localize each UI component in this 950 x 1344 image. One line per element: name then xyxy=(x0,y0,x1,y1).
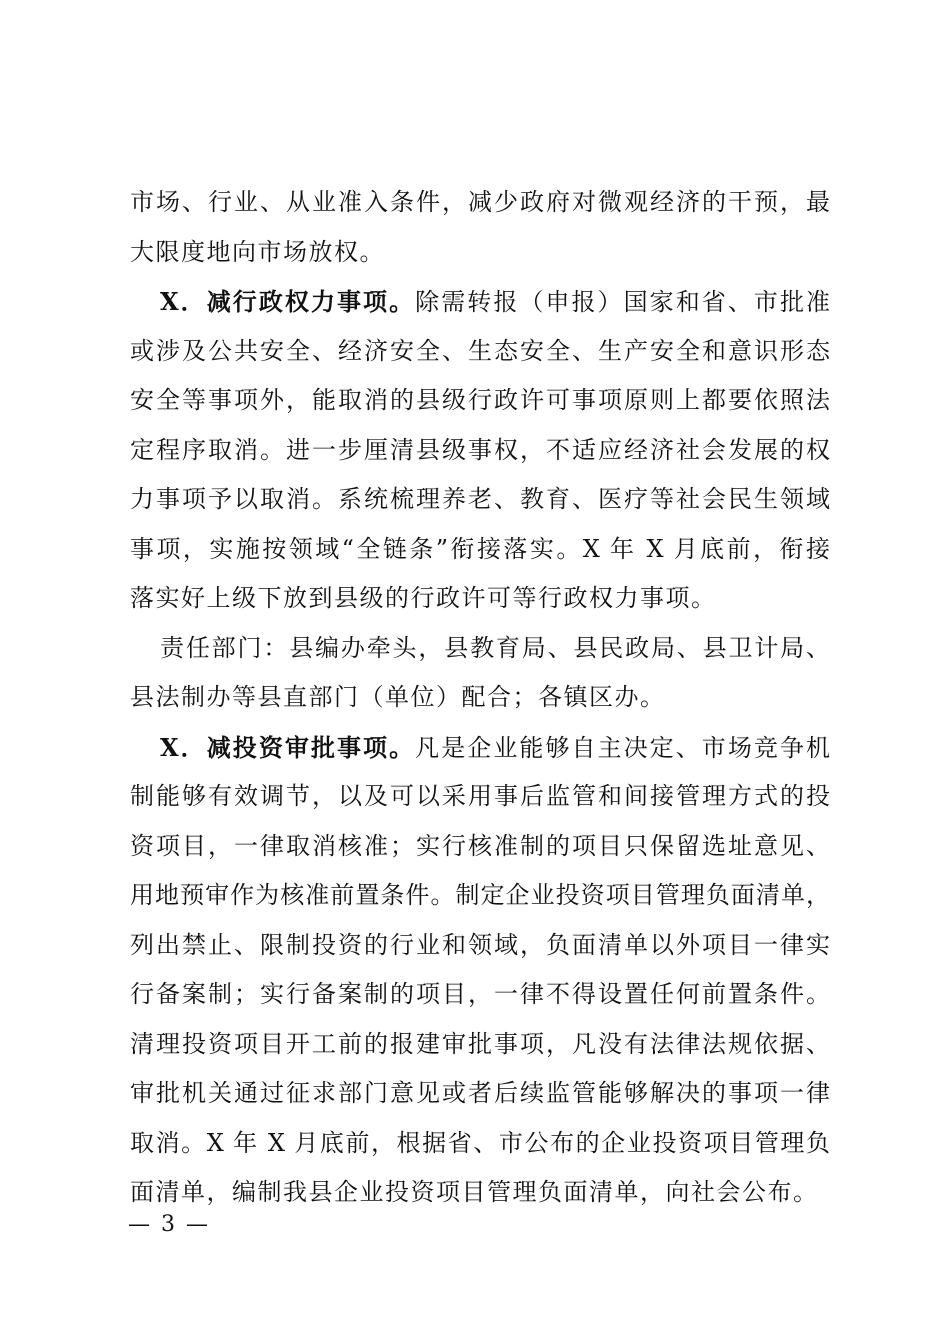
text-line: 用地预审作为核准前置条件。制定企业投资项目管理负面清单， xyxy=(130,881,830,909)
text-line: 力事项予以取消。系统梳理养老、教育、医疗等社会民生领域 xyxy=(130,485,830,513)
text-line: 市场、行业、从业准入条件，减少政府对微观经济的干预，最 xyxy=(130,188,830,216)
text-line: 列出禁止、限制投资的行业和领域，负面清单以外项目一律实 xyxy=(130,930,830,959)
text-line: 定程序取消。进一步厘清县级事权，不适应经济社会发展的权 xyxy=(130,435,830,464)
text-line: 取消。X 年 X 月底前，根据省、市公布的企业投资项目管理负 xyxy=(130,1128,830,1157)
body-text xyxy=(130,178,830,1218)
section-heading-line: X．减投资审批事项。凡是企业能够自主决定、市场竞争机 xyxy=(160,732,830,762)
text-line: 资项目，一律取消核准；实行核准制的项目只保留选址意见、 xyxy=(130,831,830,860)
text-line: 县法制办等县直部门（单位）配合；各镇区办。 xyxy=(130,683,666,711)
responsibility-line: 责任部门：县编办牵头，县教育局、县民政局、县卫计局、 xyxy=(160,633,830,662)
section-heading: X．减行政权力事项。 xyxy=(160,287,416,316)
page-number: — 3 — xyxy=(128,1212,210,1237)
section-heading: X．减投资审批事项。 xyxy=(160,732,416,762)
text-line: 事项，实施按领域“全链条”衔接落实。X 年 X 月底前，衔接 xyxy=(130,534,830,563)
text-line: 落实好上级下放到县级的行政许可等行政权力事项。 xyxy=(130,584,717,612)
text-line: 大限度地向市场放权。 xyxy=(130,237,385,266)
text-line: 面清单，编制我县企业投资项目管理负面清单，向社会公布。 xyxy=(130,1178,819,1206)
text-line: 或涉及公共安全、经济安全、生态安全、生产安全和意识形态 xyxy=(130,336,830,365)
text-line: 制能够有效调节，以及可以采用事后监管和间接管理方式的投 xyxy=(130,782,830,810)
section-heading-line: X．减行政权力事项。除需转报（申报）国家和省、市批准 xyxy=(160,287,830,316)
text-line: 安全等事项外，能取消的县级行政许可事项原则上都要依照法 xyxy=(130,386,830,414)
text-line: 行备案制；实行备案制的项目，一律不得设置任何前置条件。 xyxy=(130,980,830,1008)
text-line: 清理投资项目开工前的报建审批事项，凡没有法律法规依据、 xyxy=(130,1029,830,1058)
text-line: 审批机关通过征求部门意见或者后续监管能够解决的事项一律 xyxy=(130,1079,830,1107)
